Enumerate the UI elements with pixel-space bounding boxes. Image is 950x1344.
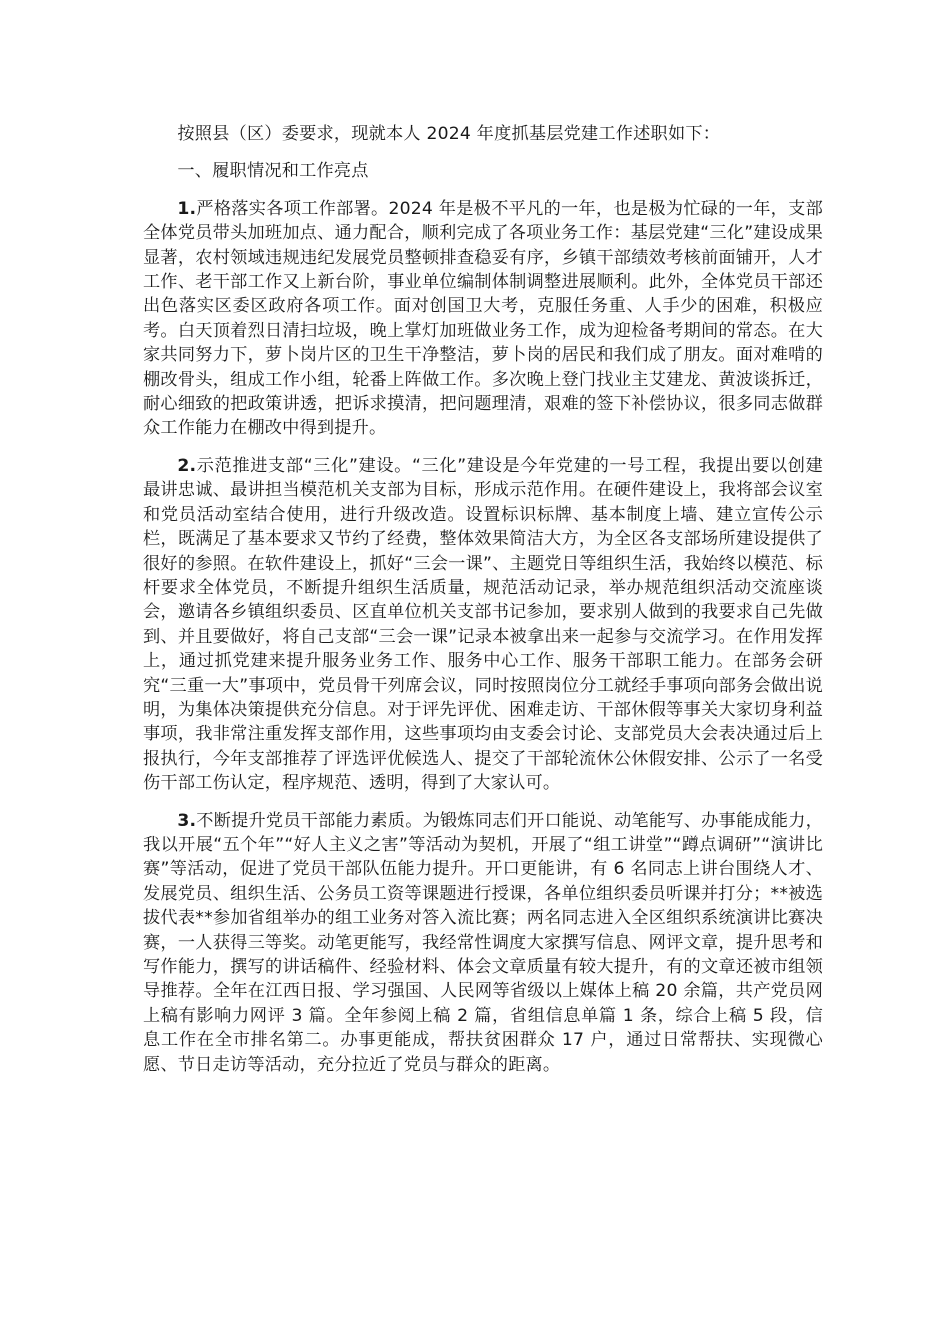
paragraph-text: 不断提升党员干部能力素质。为锻炼同志们开口能说、动笔能写、办事能成能力，我以开展“五个年”“好人主义之害”等活动为契机，开展了“组工讲堂”“蹲点调研”“演讲比赛”等活动，促进了党员干部队伍能力提升。开口更能讲，有 6 名同志上讲台围绕人才、发展党员、组织生活、公务员工资等课题进行授课，各单位组织委员听课并打分；**被选拔代表**参加省组举办的组工业务对答入流比赛；两名同志进入全区组织系统演讲比赛决赛，一人获得三等奖。动笔更能写，我经常性调度大家撰写信息、网评文章，提升思考和写作能力，撰写的讲话稿件、经验材料、体会文章质量有较大提升，有的文章还被市组领导推荐。全年在江西日报、学习强国、人民网等省级以上媒体上稿 20 余篇，共产党员网上稿有影响力网评 3 篇。全年参阅上稿 2 篇，省组信息单篇 1 条，综合上稿 5 段，信息工作在全市排名第二。办事更能成，帮扶贫困群众 17 户，通过日常帮扶、实现微心愿、节日走访等活动，充分拉近了党员与群众的距离。	[143, 810, 823, 1075]
paragraph-number: 2.	[177, 455, 197, 476]
document-page	[143, 122, 823, 1090]
body-paragraph-3	[143, 809, 823, 1077]
paragraph-number: 1.	[177, 198, 197, 219]
paragraph-text: 严格落实各项工作部署。2024 年是极不平凡的一年，也是极为忙碌的一年，支部全体党员带头加班加点、通力配合，顺利完成了各项业务工作：基层党建“三化”建设成果显著，农村领域违规违纪发展党员整顿排查稳妥有序，乡镇干部绩效考核前面铺开，人才工作、老干部工作又上新台阶，事业单位编制体制调整进展顺利。此外，全体党员干部还出色落实区委区政府各项工作。面对创国卫大考，克服任务重、人手少的困难，积极应考。白天顶着烈日清扫垃圾，晚上掌灯加班做业务工作，成为迎检备考期间的常态。在大家共同努力下，萝卜岗片区的卫生干净整洁，萝卜岗的居民和我们成了朋友。面对难啃的棚改骨头，组成工作小组，轮番上阵做工作。多次晚上登门找业主艾建龙、黄波谈拆迁，耐心细致的把政策讲透，把诉求摸清，把问题理清，艰难的签下补偿协议，很多同志做群众工作能力在棚改中得到提升。	[143, 198, 823, 439]
body-paragraph-2	[143, 454, 823, 796]
paragraph-text: 示范推进支部“三化”建设。“三化”建设是今年党建的一号工程，我提出要以创建最讲忠诚、最讲担当模范机关支部为目标，形成示范作用。在硬件建设上，我将部会议室和党员活动室结合使用，进行升级改造。设置标识标牌、基本制度上墙、建立宣传公示栏，既满足了基本要求又节约了经费，整体效果简洁大方，为全区各支部场所建设提供了很好的参照。在软件建设上，抓好“三会一课”、主题党日等组织生活，我始终以模范、标杆要求全体党员，不断提升组织生活质量，规范活动记录，举办规范组织活动交流座谈会，邀请各乡镇组织委员、区直单位机关支部书记参加，要求别人做到的我要求自己先做到、并且要做好，将自己支部“三会一课”记录本被拿出来一起参与交流学习。在作用发挥上，通过抓党建来提升服务业务工作、服务中心工作、服务干部职工能力。在部务会研究“三重一大”事项中，党员骨干列席会议，同时按照岗位分工就经手事项向部务会做出说明，为集体决策提供充分信息。对于评先评优、困难走访、干部休假等事关大家切身利益事项，我非常注重发挥支部作用，这些事项均由支委会讨论、支部党员大会表决通过后上报执行，今年支部推荐了评选评优候选人、提交了干部轮流休公休假安排、公示了一名受伤干部工伤认定，程序规范、透明，得到了大家认可。	[143, 455, 823, 794]
intro-paragraph: 按照县（区）委要求，现就本人 2024 年度抓基层党建工作述职如下：	[177, 124, 721, 144]
paragraph-number: 3.	[177, 810, 197, 831]
body-paragraph-1	[143, 197, 823, 441]
section-heading: 一、履职情况和工作亮点	[177, 161, 369, 182]
